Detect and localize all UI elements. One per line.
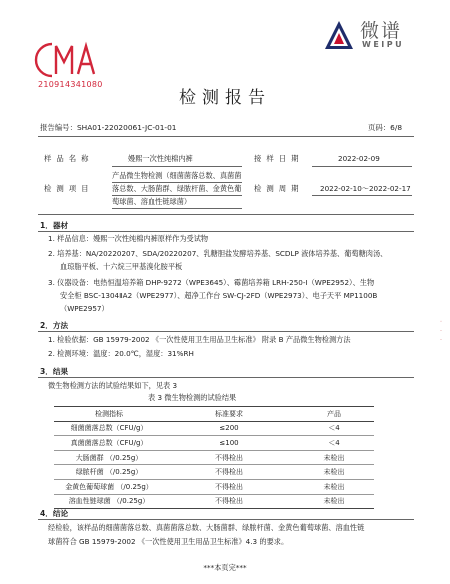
cma-seal-icon	[34, 38, 102, 80]
s1-line: 1. 样品信息：嫚熙一次性纯棉内裤原样作为受试物	[48, 234, 209, 243]
divider	[38, 519, 414, 520]
table-row	[54, 479, 374, 494]
report-number: 报告编号：SHA01-22020061-JC-01-01	[40, 123, 177, 132]
table-caption: 表 3 微生物检测的试验结果	[148, 393, 237, 402]
s4-line: 球菌符合 GB 15979-2002 《一次性使用卫生用品卫生标准》4.3 的要求。	[48, 537, 289, 546]
test-period-label: 检测周期	[254, 184, 304, 193]
table-cell: 溶血性链球菌 （/0.25g）	[54, 494, 164, 509]
page-number: 页码：6/8	[368, 123, 403, 132]
table-cell: 金黄色葡萄球菌 （/0.25g）	[54, 479, 164, 494]
table-cell: ≤200	[164, 421, 294, 436]
s2-line: 1. 检验依据：GB 15979-2002 《一次性使用卫生用品卫生标准》 附录 B 产品微生物检测方法	[48, 335, 351, 344]
sample-name-label: 样品名称	[44, 154, 94, 163]
divider	[38, 231, 414, 232]
s1-line: 血琼脂平板、十六烷三甲基溴化胺平板	[60, 262, 183, 271]
section-3-title: 3．结果	[40, 367, 69, 376]
table-cell: 真菌菌落总数（CFU/g）	[54, 436, 164, 451]
table-header-cell: 标准要求	[164, 407, 294, 422]
table-cell: ＜4	[294, 421, 374, 436]
table-row	[54, 494, 374, 509]
underline	[312, 195, 412, 196]
table-cell: 不得检出	[164, 465, 294, 480]
table-cell: 未检出	[294, 494, 374, 509]
divider	[38, 136, 414, 137]
section-4-title: 4．结论	[40, 509, 69, 518]
underline	[112, 182, 242, 183]
s1-line: 2. 培养基：NA/20220207、SDA/20220207、乳糖胆盐发酵培养基、SCDLP 液体培养基、葡萄糖肉汤、	[48, 249, 388, 258]
edge-stamp-icon: · · ·	[436, 320, 445, 343]
logo-chinese: 微谱	[360, 20, 403, 42]
table-cell: 大肠菌群 （/0.25g）	[54, 450, 164, 465]
s1-line: （WPE2957）	[60, 304, 109, 313]
test-item-label: 检测项目	[44, 184, 94, 193]
table-cell: 不得检出	[164, 494, 294, 509]
s4-line: 经检验，该样品的细菌菌落总数、真菌菌落总数、大肠菌群、绿脓杆菌、金黄色葡萄球菌、溶血性链	[48, 523, 365, 532]
table-header-row	[54, 407, 374, 422]
underline	[312, 166, 412, 167]
sample-name-value: 嫚熙一次性纯棉内裤	[128, 154, 193, 163]
section-2-title: 2．方法	[40, 321, 69, 330]
cma-number: 210914341080	[38, 80, 103, 89]
table-cell: 未检出	[294, 450, 374, 465]
table-header-cell: 检测指标	[54, 407, 164, 422]
page-title: 检测报告	[179, 88, 271, 108]
table-cell: 未检出	[294, 479, 374, 494]
section-1-title: 1．器材	[40, 221, 69, 230]
divider	[38, 377, 414, 378]
table-cell: 细菌菌落总数（CFU/g）	[54, 421, 164, 436]
test-period-value: 2022-02-10～2022-02-17	[320, 184, 411, 193]
receive-date-value: 2022-02-09	[338, 154, 380, 163]
table-row	[54, 421, 374, 436]
divider	[38, 331, 414, 332]
underline	[112, 195, 242, 196]
results-table	[54, 406, 374, 509]
table-cell: 未检出	[294, 465, 374, 480]
test-item-line: 落总数、大肠菌群、绿脓杆菌、金黄色葡	[112, 184, 242, 193]
underline	[112, 166, 242, 167]
s1-line: 3. 仪器设备：电热恒温培养箱 DHP-9272（WPE3645）、霉菌培养箱 LRH-250-Ⅰ（WPE2952）、生物	[48, 278, 375, 287]
table-row	[54, 450, 374, 465]
table-cell: 不得检出	[164, 450, 294, 465]
s2-line: 2. 检测环境：温度：20.0℃，湿度：31%RH	[48, 349, 194, 358]
test-item-line: 萄球菌、溶血性链球菌）	[112, 197, 192, 206]
test-item-line: 产品微生物检测（细菌菌落总数、真菌菌	[112, 171, 242, 180]
table-row	[54, 465, 374, 480]
table-cell: ≤100	[164, 436, 294, 451]
receive-date-label: 接样日期	[254, 154, 304, 163]
s1-line: 安全柜 BSC-1304ⅡA2（WPE2977）、超净工作台 SW-CJ-2FD（WPE2973）、电子天平 MP1100B	[60, 291, 378, 300]
logo-english: WEIPU	[362, 40, 405, 49]
table-cell: 绿脓杆菌 （/0.25g）	[54, 465, 164, 480]
underline	[112, 208, 242, 209]
divider	[38, 214, 414, 215]
table-cell: 不得检出	[164, 479, 294, 494]
table-cell: ＜4	[294, 436, 374, 451]
weipu-logo-icon	[322, 18, 356, 52]
end-of-page: ***本页完***	[203, 563, 247, 572]
table-header-cell: 产品	[294, 407, 374, 422]
s3-intro: 微生物检测方法的试验结果如下，见表 3	[48, 381, 178, 390]
table-row	[54, 436, 374, 451]
